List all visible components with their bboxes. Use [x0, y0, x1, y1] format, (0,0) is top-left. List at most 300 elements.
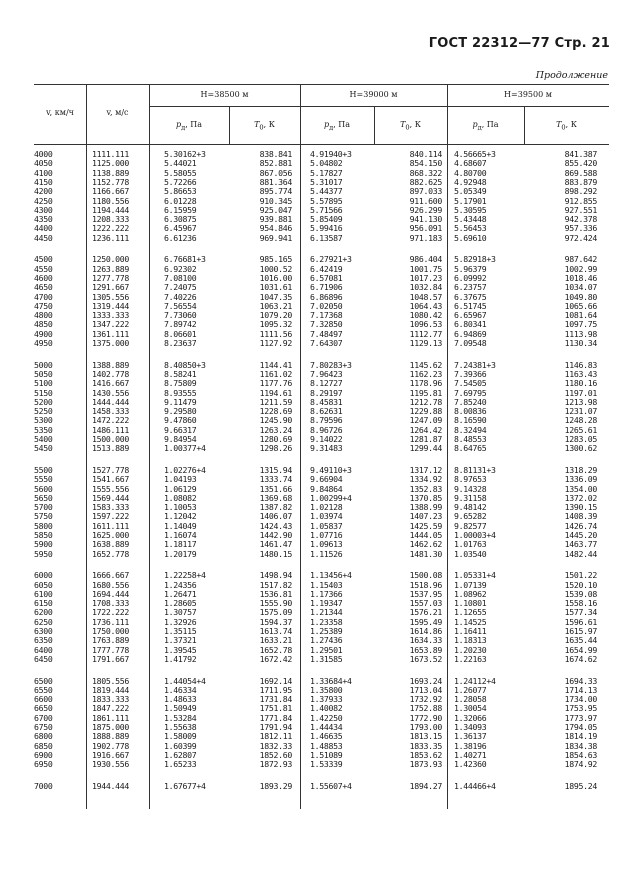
cell-pressure-h1: 1.08082	[164, 492, 197, 503]
cell-pressure-h2: 1.35800	[310, 684, 343, 695]
cell-v-ms: 1527.778	[92, 464, 130, 475]
cell-pressure-h2: 6.42419	[310, 263, 343, 274]
cell-v-kmh: 6650	[34, 703, 53, 714]
cell-pressure-h2: 6.27921+3	[310, 254, 352, 265]
cell-pressure-h3: 7.54505	[454, 378, 487, 389]
cell-temp-h1: 1555.90	[259, 598, 292, 609]
cell-v-kmh: 5450	[34, 443, 53, 454]
cell-pressure-h2: 8.96726	[310, 424, 343, 435]
cell-pressure-h2: 7.17368	[310, 310, 343, 321]
cell-pressure-h1: 1.32926	[164, 616, 197, 627]
cell-pressure-h2: 1.44434	[310, 722, 343, 732]
cell-temp-h1: 867.056	[259, 167, 292, 178]
cell-temp-h3: 1265.61	[564, 424, 597, 435]
cell-temp-h2: 1793.00	[409, 722, 442, 732]
continuation-note: Продолжение	[535, 70, 608, 81]
cell-v-ms: 1291.667	[92, 282, 130, 293]
cell-temp-h1: 852.881	[259, 158, 292, 169]
cell-temp-h1: 895.774	[259, 186, 292, 197]
cell-pressure-h3: 1.42360	[454, 759, 487, 770]
cell-pressure-h1: 1.60399	[164, 740, 197, 751]
cell-temp-h3: 1773.97	[564, 712, 597, 723]
cell-pressure-h1: 1.00377+4	[164, 443, 206, 454]
cell-pressure-h2: 8.29197	[310, 387, 343, 398]
cell-pressure-h3: 4.92948	[454, 176, 487, 187]
cell-pressure-h1: 1.24356	[164, 579, 197, 590]
cell-pressure-h3: 9.14328	[454, 483, 487, 494]
cell-v-kmh: 4800	[34, 310, 53, 321]
cell-pressure-h2: 7.02050	[310, 300, 343, 311]
cell-v-kmh: 4450	[34, 232, 53, 243]
cell-pressure-h1: 8.06601	[164, 328, 197, 339]
cell-v-kmh: 5850	[34, 530, 53, 540]
cell-v-ms: 1347.222	[92, 319, 130, 330]
cell-temp-h3: 1520.10	[564, 579, 597, 590]
cell-pressure-h3: 1.16411	[454, 626, 487, 636]
cell-pressure-h1: 6.92302	[164, 263, 197, 274]
cell-pressure-h3: 1.00003+4	[454, 530, 496, 540]
cell-temp-h2: 840.114	[409, 149, 442, 159]
cell-v-kmh: 5050	[34, 368, 53, 379]
cell-pressure-h3: 1.18313	[454, 635, 487, 646]
cell-temp-h2: 1425.59	[409, 520, 442, 531]
cell-pressure-h2: 7.80283+3	[310, 359, 352, 370]
cell-pressure-h2: 5.17827	[310, 167, 343, 178]
cell-temp-h3: 1814.19	[564, 731, 597, 742]
cell-temp-h3: 1734.00	[564, 694, 597, 705]
cell-temp-h3: 927.551	[564, 204, 597, 215]
cell-temp-h1: 1315.94	[259, 464, 292, 475]
cell-pressure-h1: 1.67677+4	[164, 780, 206, 791]
cell-pressure-h1: 7.89742	[164, 319, 197, 330]
cell-temp-h3: 1372.02	[564, 492, 597, 503]
pressure-symbol: p	[175, 120, 182, 129]
cell-v-kmh: 6150	[34, 598, 53, 609]
cell-v-kmh: 4100	[34, 167, 53, 178]
cell-v-ms: 1555.556	[92, 483, 130, 494]
cell-temp-h2: 1112.77	[409, 328, 442, 339]
cell-pressure-h1: 6.45967	[164, 223, 197, 234]
cell-pressure-h2: 1.42250	[310, 712, 343, 723]
cell-pressure-h1: 9.66317	[164, 424, 197, 435]
cell-pressure-h2: 5.71566	[310, 204, 343, 215]
cell-pressure-h1: 8.58241	[164, 368, 197, 379]
cell-pressure-h2: 8.62631	[310, 406, 343, 417]
cell-temp-h3: 1445.20	[564, 530, 597, 540]
cell-pressure-h1: 6.15959	[164, 204, 197, 215]
pressure-unit: , Па	[481, 120, 499, 129]
temp-subscript: 0	[259, 123, 264, 132]
cell-v-ms: 1361.111	[92, 328, 130, 339]
cell-pressure-h2: 1.17366	[310, 588, 343, 599]
cell-temp-h3: 1354.00	[564, 483, 597, 494]
cell-pressure-h3: 1.14525	[454, 616, 487, 627]
cell-pressure-h2: 1.46635	[310, 731, 343, 742]
cell-pressure-h1: 1.46334	[164, 684, 197, 695]
cell-pressure-h2: 8.79596	[310, 415, 343, 426]
cell-v-kmh: 5600	[34, 483, 53, 494]
cell-pressure-h3: 7.09548	[454, 338, 487, 348]
cell-pressure-h3: 9.31158	[454, 492, 487, 503]
cell-pressure-h3: 8.81131+3	[454, 464, 496, 475]
cell-pressure-h2: 1.03974	[310, 511, 343, 522]
cell-temp-h2: 1462.62	[409, 539, 442, 550]
cell-pressure-h1: 6.76681+3	[164, 254, 206, 265]
cell-v-kmh: 5650	[34, 492, 53, 503]
cell-temp-h3: 1018.46	[564, 272, 597, 283]
cell-v-kmh: 6600	[34, 694, 53, 705]
cell-temp-h2: 1162.23	[409, 368, 442, 379]
cell-temp-h2: 1713.04	[409, 684, 442, 695]
cell-pressure-h1: 8.40850+3	[164, 359, 206, 370]
cell-v-kmh: 4150	[34, 176, 53, 187]
cell-temp-h3: 1895.24	[564, 780, 597, 791]
cell-temp-h3: 1539.08	[564, 588, 597, 599]
cell-temp-h3: 1180.16	[564, 378, 597, 389]
cell-v-kmh: 6550	[34, 684, 53, 695]
pressure-subscript: д	[181, 123, 186, 132]
cell-pressure-h1: 5.86653	[164, 186, 197, 197]
cell-temp-h1: 1594.37	[259, 616, 292, 627]
cell-temp-h1: 1161.02	[259, 368, 292, 379]
cell-temp-h2: 1732.92	[409, 694, 442, 705]
cell-pressure-h1: 1.26471	[164, 588, 197, 599]
cell-v-ms: 1277.778	[92, 272, 130, 283]
cell-temp-h3: 1197.01	[564, 387, 597, 398]
cell-pressure-h1: 7.08100	[164, 272, 197, 283]
cell-v-kmh: 5200	[34, 396, 53, 407]
cell-v-kmh: 4950	[34, 338, 53, 348]
cell-temp-h1: 1228.69	[259, 406, 292, 417]
temp-symbol: T	[254, 120, 260, 129]
cell-pressure-h2: 1.31585	[310, 653, 343, 664]
cell-v-kmh: 6850	[34, 740, 53, 751]
cell-v-ms: 1680.556	[92, 579, 130, 590]
cell-temp-h3: 957.336	[564, 223, 597, 234]
cell-temp-h1: 1812.11	[259, 731, 292, 742]
header-pressure-1	[149, 120, 229, 132]
page-header	[429, 36, 610, 51]
cell-pressure-h1: 8.23637	[164, 338, 197, 348]
cell-v-kmh: 5300	[34, 415, 53, 426]
cell-v-kmh: 6100	[34, 588, 53, 599]
cell-pressure-h3: 1.01763	[454, 539, 487, 550]
cell-pressure-h2: 7.32850	[310, 319, 343, 330]
cell-v-ms: 1750.000	[92, 626, 130, 636]
cell-v-ms: 1708.333	[92, 598, 130, 609]
cell-temp-h3: 869.588	[564, 167, 597, 178]
cell-temp-h3: 1714.13	[564, 684, 597, 695]
cell-pressure-h1: 1.48633	[164, 694, 197, 705]
cell-v-kmh: 5350	[34, 424, 53, 435]
cell-pressure-h3: 8.00836	[454, 406, 487, 417]
cell-pressure-h3: 1.03540	[454, 548, 487, 559]
cell-temp-h3: 1426.74	[564, 520, 597, 531]
cell-temp-h3: 1874.92	[564, 759, 597, 770]
cell-pressure-h3: 1.10801	[454, 598, 487, 609]
header-group-h2: H=39000 м	[349, 90, 398, 99]
cell-v-kmh: 4900	[34, 328, 53, 339]
cell-v-ms: 1333.333	[92, 310, 130, 321]
table-row	[34, 444, 609, 453]
cell-temp-h2: 1388.99	[409, 502, 442, 513]
table-row	[34, 655, 609, 664]
cell-v-kmh: 6700	[34, 712, 53, 723]
cell-pressure-h1: 1.35115	[164, 626, 197, 636]
cell-temp-h3: 1463.77	[564, 539, 597, 550]
cell-pressure-h2: 1.27436	[310, 635, 343, 646]
cell-v-ms: 1166.667	[92, 186, 130, 197]
cell-pressure-h3: 8.64765	[454, 443, 487, 454]
cell-v-kmh: 4750	[34, 300, 53, 311]
cell-pressure-h1: 9.11479	[164, 396, 197, 407]
cell-pressure-h3: 7.24381+3	[454, 359, 496, 370]
cell-temp-h2: 1634.33	[409, 635, 442, 646]
cell-temp-h3: 1300.62	[564, 443, 597, 454]
cell-v-ms: 1500.000	[92, 434, 130, 444]
cell-v-ms: 1805.556	[92, 675, 130, 686]
cell-temp-h3: 1615.97	[564, 626, 597, 636]
cell-temp-h1: 1177.76	[259, 378, 292, 389]
cell-v-ms: 1444.444	[92, 396, 130, 407]
cell-pressure-h3: 8.16590	[454, 415, 487, 426]
cell-temp-h3: 972.424	[564, 232, 597, 243]
temp-symbol: T	[556, 120, 562, 129]
cell-temp-h1: 1731.84	[259, 694, 292, 705]
cell-pressure-h3: 8.48553	[454, 434, 487, 444]
cell-temp-h1: 1461.47	[259, 539, 292, 550]
cell-pressure-h3: 1.24112+4	[454, 675, 496, 686]
cell-temp-h2: 1080.42	[409, 310, 442, 321]
cell-v-ms: 1861.111	[92, 712, 130, 723]
cell-v-kmh: 5000	[34, 359, 53, 370]
cell-temp-h3: 1834.38	[564, 740, 597, 751]
cell-temp-h1: 1751.81	[259, 703, 292, 714]
cell-temp-h1: 1079.20	[259, 310, 292, 321]
cell-pressure-h3: 9.48142	[454, 502, 487, 513]
cell-temp-h1: 1424.43	[259, 520, 292, 531]
cell-pressure-h1: 1.20179	[164, 548, 197, 559]
cell-v-ms: 1180.556	[92, 195, 130, 206]
cell-pressure-h1: 1.04193	[164, 474, 197, 485]
cell-temp-h2: 1264.42	[409, 424, 442, 435]
cell-pressure-h3: 1.36137	[454, 731, 487, 742]
cell-v-ms: 1666.667	[92, 570, 130, 581]
header-temp-3	[524, 120, 609, 132]
cell-pressure-h3: 1.05331+4	[454, 570, 496, 581]
cell-temp-h1: 1575.09	[259, 607, 292, 618]
cell-v-kmh: 6900	[34, 749, 53, 760]
cell-temp-h2: 1873.93	[409, 759, 442, 770]
cell-v-ms: 1125.000	[92, 158, 130, 169]
cell-temp-h2: 1557.03	[409, 598, 442, 609]
cell-temp-h1: 1692.14	[259, 675, 292, 686]
cell-pressure-h2: 1.13456+4	[310, 570, 352, 581]
cell-v-kmh: 4300	[34, 204, 53, 215]
cell-pressure-h2: 5.85409	[310, 214, 343, 225]
cell-v-ms: 1513.889	[92, 443, 130, 454]
cell-temp-h2: 956.091	[409, 223, 442, 234]
cell-pressure-h3: 1.26077	[454, 684, 487, 695]
pressure-subscript: д	[477, 123, 482, 132]
cell-pressure-h2: 1.37933	[310, 694, 343, 705]
standard-number: ГОСТ 22312—77	[428, 36, 550, 51]
cell-pressure-h1: 1.65233	[164, 759, 197, 770]
cell-v-ms: 1430.556	[92, 387, 130, 398]
cell-temp-h1: 985.165	[259, 254, 292, 265]
cell-pressure-h3: 5.30595	[454, 204, 487, 215]
cell-pressure-h1: 1.06129	[164, 483, 197, 494]
cell-pressure-h2: 9.14022	[310, 434, 343, 444]
cell-pressure-h1: 1.16074	[164, 530, 197, 540]
cell-pressure-h2: 9.31483	[310, 443, 343, 454]
cell-v-kmh: 6350	[34, 635, 53, 646]
cell-v-kmh: 4600	[34, 272, 53, 283]
cell-v-ms: 1541.667	[92, 474, 130, 485]
cell-temp-h1: 954.846	[259, 223, 292, 234]
atmosphere-table	[34, 84, 609, 809]
cell-temp-h1: 1351.66	[259, 483, 292, 494]
cell-pressure-h1: 1.39545	[164, 644, 197, 655]
cell-v-kmh: 5150	[34, 387, 53, 398]
cell-temp-h2: 1537.95	[409, 588, 442, 599]
cell-temp-h2: 854.150	[409, 158, 442, 169]
cell-v-ms: 1916.667	[92, 749, 130, 760]
cell-pressure-h2: 1.55607+4	[310, 780, 352, 791]
cell-temp-h2: 1853.62	[409, 749, 442, 760]
cell-temp-h1: 1127.92	[259, 338, 292, 348]
cell-pressure-h1: 1.30757	[164, 607, 197, 618]
temp-symbol: T	[400, 120, 406, 129]
header-group-h3: H=39500 м	[504, 90, 552, 99]
cell-pressure-h1: 1.14049	[164, 520, 197, 531]
cell-temp-h3: 855.420	[564, 158, 597, 169]
cell-temp-h2: 1064.43	[409, 300, 442, 311]
cell-temp-h1: 1000.52	[259, 263, 292, 274]
cell-temp-h2: 868.322	[409, 167, 442, 178]
cell-pressure-h2: 6.57081	[310, 272, 343, 283]
cell-pressure-h1: 1.18117	[164, 539, 197, 550]
cell-v-kmh: 6800	[34, 731, 53, 742]
cell-pressure-h3: 6.65967	[454, 310, 487, 321]
cell-pressure-h2: 1.05837	[310, 520, 343, 531]
cell-temp-h2: 1129.13	[409, 338, 442, 348]
cell-v-kmh: 6250	[34, 616, 53, 627]
page-number: Стр. 21	[554, 36, 610, 51]
cell-v-ms: 1597.222	[92, 511, 130, 522]
cell-temp-h1: 1442.90	[259, 530, 292, 540]
cell-pressure-h1: 1.10053	[164, 502, 197, 513]
cell-pressure-h3: 1.40271	[454, 749, 487, 760]
cell-v-kmh: 5950	[34, 548, 53, 559]
cell-temp-h3: 1558.16	[564, 598, 597, 609]
cell-pressure-h3: 1.34093	[454, 722, 487, 732]
cell-pressure-h1: 9.47860	[164, 415, 197, 426]
cell-temp-h1: 1872.93	[259, 759, 292, 770]
cell-temp-h1: 1387.82	[259, 502, 292, 513]
cell-temp-h3: 1408.39	[564, 511, 597, 522]
cell-pressure-h1: 5.72266	[164, 176, 197, 187]
cell-temp-h3: 1231.07	[564, 406, 597, 417]
cell-temp-h3: 1146.83	[564, 359, 597, 370]
cell-v-ms: 1319.444	[92, 300, 130, 311]
cell-pressure-h3: 1.07139	[454, 579, 487, 590]
cell-v-ms: 1930.556	[92, 759, 130, 770]
cell-temp-h1: 1406.07	[259, 511, 292, 522]
cell-v-kmh: 7000	[34, 780, 53, 791]
cell-v-ms: 1236.111	[92, 232, 130, 243]
cell-temp-h3: 1635.44	[564, 635, 597, 646]
pressure-symbol: p	[323, 120, 330, 129]
cell-v-ms: 1763.889	[92, 635, 130, 646]
cell-v-ms: 1375.000	[92, 338, 130, 348]
cell-pressure-h2: 5.31017	[310, 176, 343, 187]
cell-v-ms: 1458.333	[92, 406, 130, 417]
cell-pressure-h1: 1.50949	[164, 703, 197, 714]
pressure-subscript: д	[329, 123, 334, 132]
header-group-h1: H=38500 м	[200, 90, 249, 99]
cell-pressure-h1: 5.30162+3	[164, 149, 206, 159]
cell-pressure-h1: 7.56554	[164, 300, 197, 311]
cell-pressure-h2: 5.99416	[310, 223, 343, 234]
cell-pressure-h2: 1.02128	[310, 502, 343, 513]
cell-temp-h2: 1407.23	[409, 511, 442, 522]
cell-temp-h2: 1444.05	[409, 530, 442, 540]
cell-v-ms: 1263.889	[92, 263, 130, 274]
cell-temp-h1: 1245.90	[259, 415, 292, 426]
cell-temp-h1: 1144.41	[259, 359, 292, 370]
temp-subscript: 0	[405, 123, 410, 132]
cell-temp-h2: 1096.53	[409, 319, 442, 330]
cell-v-kmh: 6750	[34, 722, 53, 732]
cell-temp-h3: 1482.44	[564, 548, 597, 559]
cell-temp-h2: 897.033	[409, 186, 442, 197]
cell-temp-h3: 1283.05	[564, 434, 597, 444]
cell-v-kmh: 6400	[34, 644, 53, 655]
cell-pressure-h2: 7.64307	[310, 338, 343, 348]
cell-pressure-h2: 1.21344	[310, 607, 343, 618]
cell-temp-h3: 1163.43	[564, 368, 597, 379]
cell-temp-h2: 1894.27	[409, 780, 442, 791]
cell-pressure-h3: 1.32066	[454, 712, 487, 723]
cell-temp-h2: 1032.84	[409, 282, 442, 293]
cell-temp-h3: 1577.34	[564, 607, 597, 618]
cell-temp-h3: 912.855	[564, 195, 597, 206]
cell-pressure-h3: 7.39366	[454, 368, 487, 379]
cell-pressure-h2: 1.09613	[310, 539, 343, 550]
cell-temp-h3: 1654.99	[564, 644, 597, 655]
cell-pressure-h2: 4.91940+3	[310, 149, 352, 159]
cell-temp-h1: 1095.32	[259, 319, 292, 330]
cell-v-ms: 1875.000	[92, 722, 130, 732]
cell-pressure-h2: 8.45831	[310, 396, 343, 407]
cell-pressure-h3: 9.65282	[454, 511, 487, 522]
cell-v-ms: 1652.778	[92, 548, 130, 559]
cell-temp-h3: 1753.95	[564, 703, 597, 714]
cell-temp-h3: 1213.98	[564, 396, 597, 407]
cell-temp-h2: 1500.08	[409, 570, 442, 581]
cell-temp-h3: 1065.66	[564, 300, 597, 311]
cell-temp-h1: 1480.15	[259, 548, 292, 559]
cell-temp-h2: 926.299	[409, 204, 442, 215]
cell-temp-h3: 1390.15	[564, 502, 597, 513]
cell-v-ms: 1819.444	[92, 684, 130, 695]
cell-temp-h1: 1613.74	[259, 626, 292, 636]
cell-v-kmh: 6000	[34, 570, 53, 581]
cell-pressure-h3: 5.56453	[454, 223, 487, 234]
cell-pressure-h1: 7.73060	[164, 310, 197, 321]
cell-temp-h1: 1263.24	[259, 424, 292, 435]
